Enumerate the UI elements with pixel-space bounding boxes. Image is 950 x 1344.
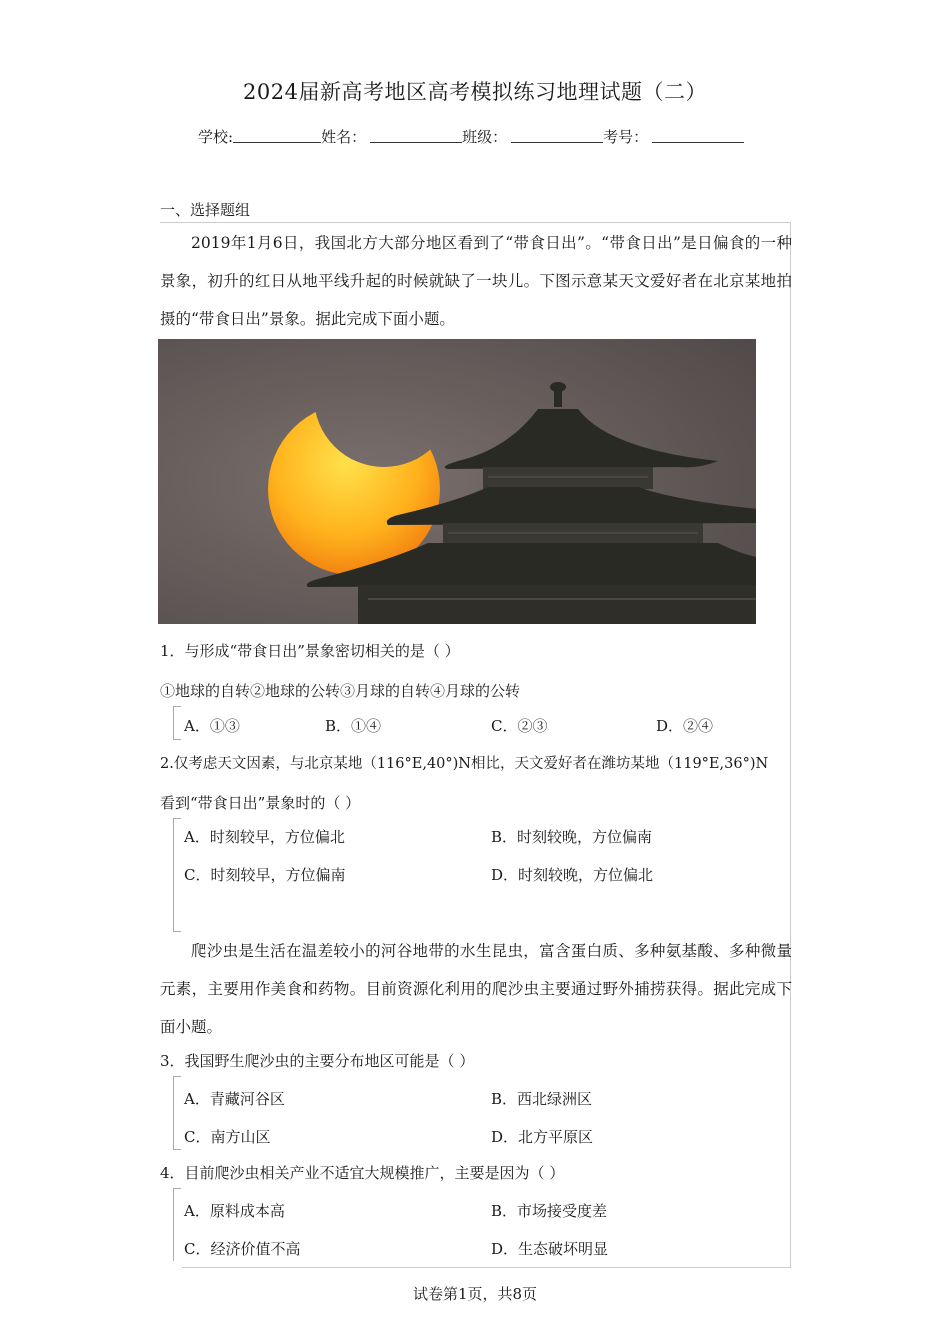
- q1-option-a[interactable]: A．①③: [184, 717, 240, 735]
- options-bracket: [173, 706, 181, 740]
- exam-title: 2024届新高考地区高考模拟练习地理试题（二）: [243, 80, 707, 104]
- question-2-stem-line2: 看到“带食日出”景象时的（ ）: [160, 794, 361, 812]
- question-3-stem: 3．我国野生爬沙虫的主要分布地区可能是（ ）: [160, 1052, 475, 1070]
- partial-solar-eclipse-pagoda-image: [158, 339, 756, 624]
- school-blank[interactable]: [233, 126, 321, 143]
- question-2-stem-line1: 2.仅考虑天文因素，与北京某地（116°E,40°)N相比，天文爱好者在潍坊某地（119°E,36°)N: [160, 756, 769, 772]
- options-bracket: [173, 818, 181, 932]
- q3-option-b[interactable]: B．西北绿洲区: [491, 1090, 593, 1108]
- name-label: 姓名：: [321, 128, 367, 146]
- q4-option-a[interactable]: A．原料成本高: [184, 1202, 285, 1220]
- q4-option-d[interactable]: D．生态破坏明显: [491, 1240, 609, 1258]
- q3-option-c[interactable]: C．南方山区: [184, 1128, 271, 1146]
- q2-option-b[interactable]: B．时刻较晚，方位偏南: [491, 828, 653, 846]
- question-frame-bottom: [182, 1267, 791, 1268]
- q1-option-d[interactable]: D．②④: [656, 717, 714, 735]
- q1-option-b[interactable]: B．①④: [325, 717, 382, 735]
- options-bracket: [173, 1076, 181, 1150]
- question-frame-top: [160, 222, 791, 223]
- question-frame-right: [790, 222, 791, 1268]
- exam-no-label: 考号：: [603, 128, 649, 146]
- eclipse-pagoda-photo: [158, 339, 756, 624]
- exam-no-blank[interactable]: [652, 126, 744, 143]
- section-heading: 一、选择题组: [160, 201, 251, 219]
- q2-option-a[interactable]: A．时刻较早，方位偏北: [184, 828, 345, 846]
- q1-option-c[interactable]: C．②③: [491, 717, 548, 735]
- options-bracket: [173, 1188, 181, 1261]
- q4-option-b[interactable]: B．市场接受度差: [491, 1202, 608, 1220]
- class-label: 班级：: [462, 128, 508, 146]
- school-label: 学校:: [198, 128, 234, 146]
- page-footer: 试卷第1页，共8页: [412, 1285, 538, 1303]
- passage-eclipse: 2019年1月6日，我国北方大部分地区看到了“带食日出”。“带食日出”是日偏食的一种景象，初升的红日从地平线升起的时候就缺了一块儿。下图示意某天文爱好者在北京某地拍摄的“带食日出”景象。据此完成下面小题。: [160, 234, 792, 328]
- q3-option-d[interactable]: D．北方平原区: [491, 1128, 594, 1146]
- student-info-line: [198, 126, 744, 147]
- q4-option-c[interactable]: C．经济价值不高: [184, 1240, 301, 1258]
- question-1-items: ①地球的自转②地球的公转③月球的自转④月球的公转: [160, 682, 521, 700]
- class-blank[interactable]: [511, 126, 603, 143]
- q2-option-d[interactable]: D．时刻较晚，方位偏北: [491, 866, 654, 884]
- question-1-stem: 1．与形成“带食日出”景象密切相关的是（ ）: [160, 642, 460, 660]
- passage-insect: 爬沙虫是生活在温差较小的河谷地带的水生昆虫，富含蛋白质、多种氨基酸、多种微量元素，主要用作美食和药物。目前资源化利用的爬沙虫主要通过野外捕捞获得。据此完成下面小题。: [160, 942, 792, 1036]
- q3-option-a[interactable]: A．青藏河谷区: [184, 1090, 285, 1108]
- q2-option-c[interactable]: C．时刻较早，方位偏南: [184, 866, 346, 884]
- name-blank[interactable]: [370, 126, 462, 143]
- question-4-stem: 4．目前爬沙虫相关产业不适宜大规模推广，主要是因为（ ）: [160, 1164, 565, 1182]
